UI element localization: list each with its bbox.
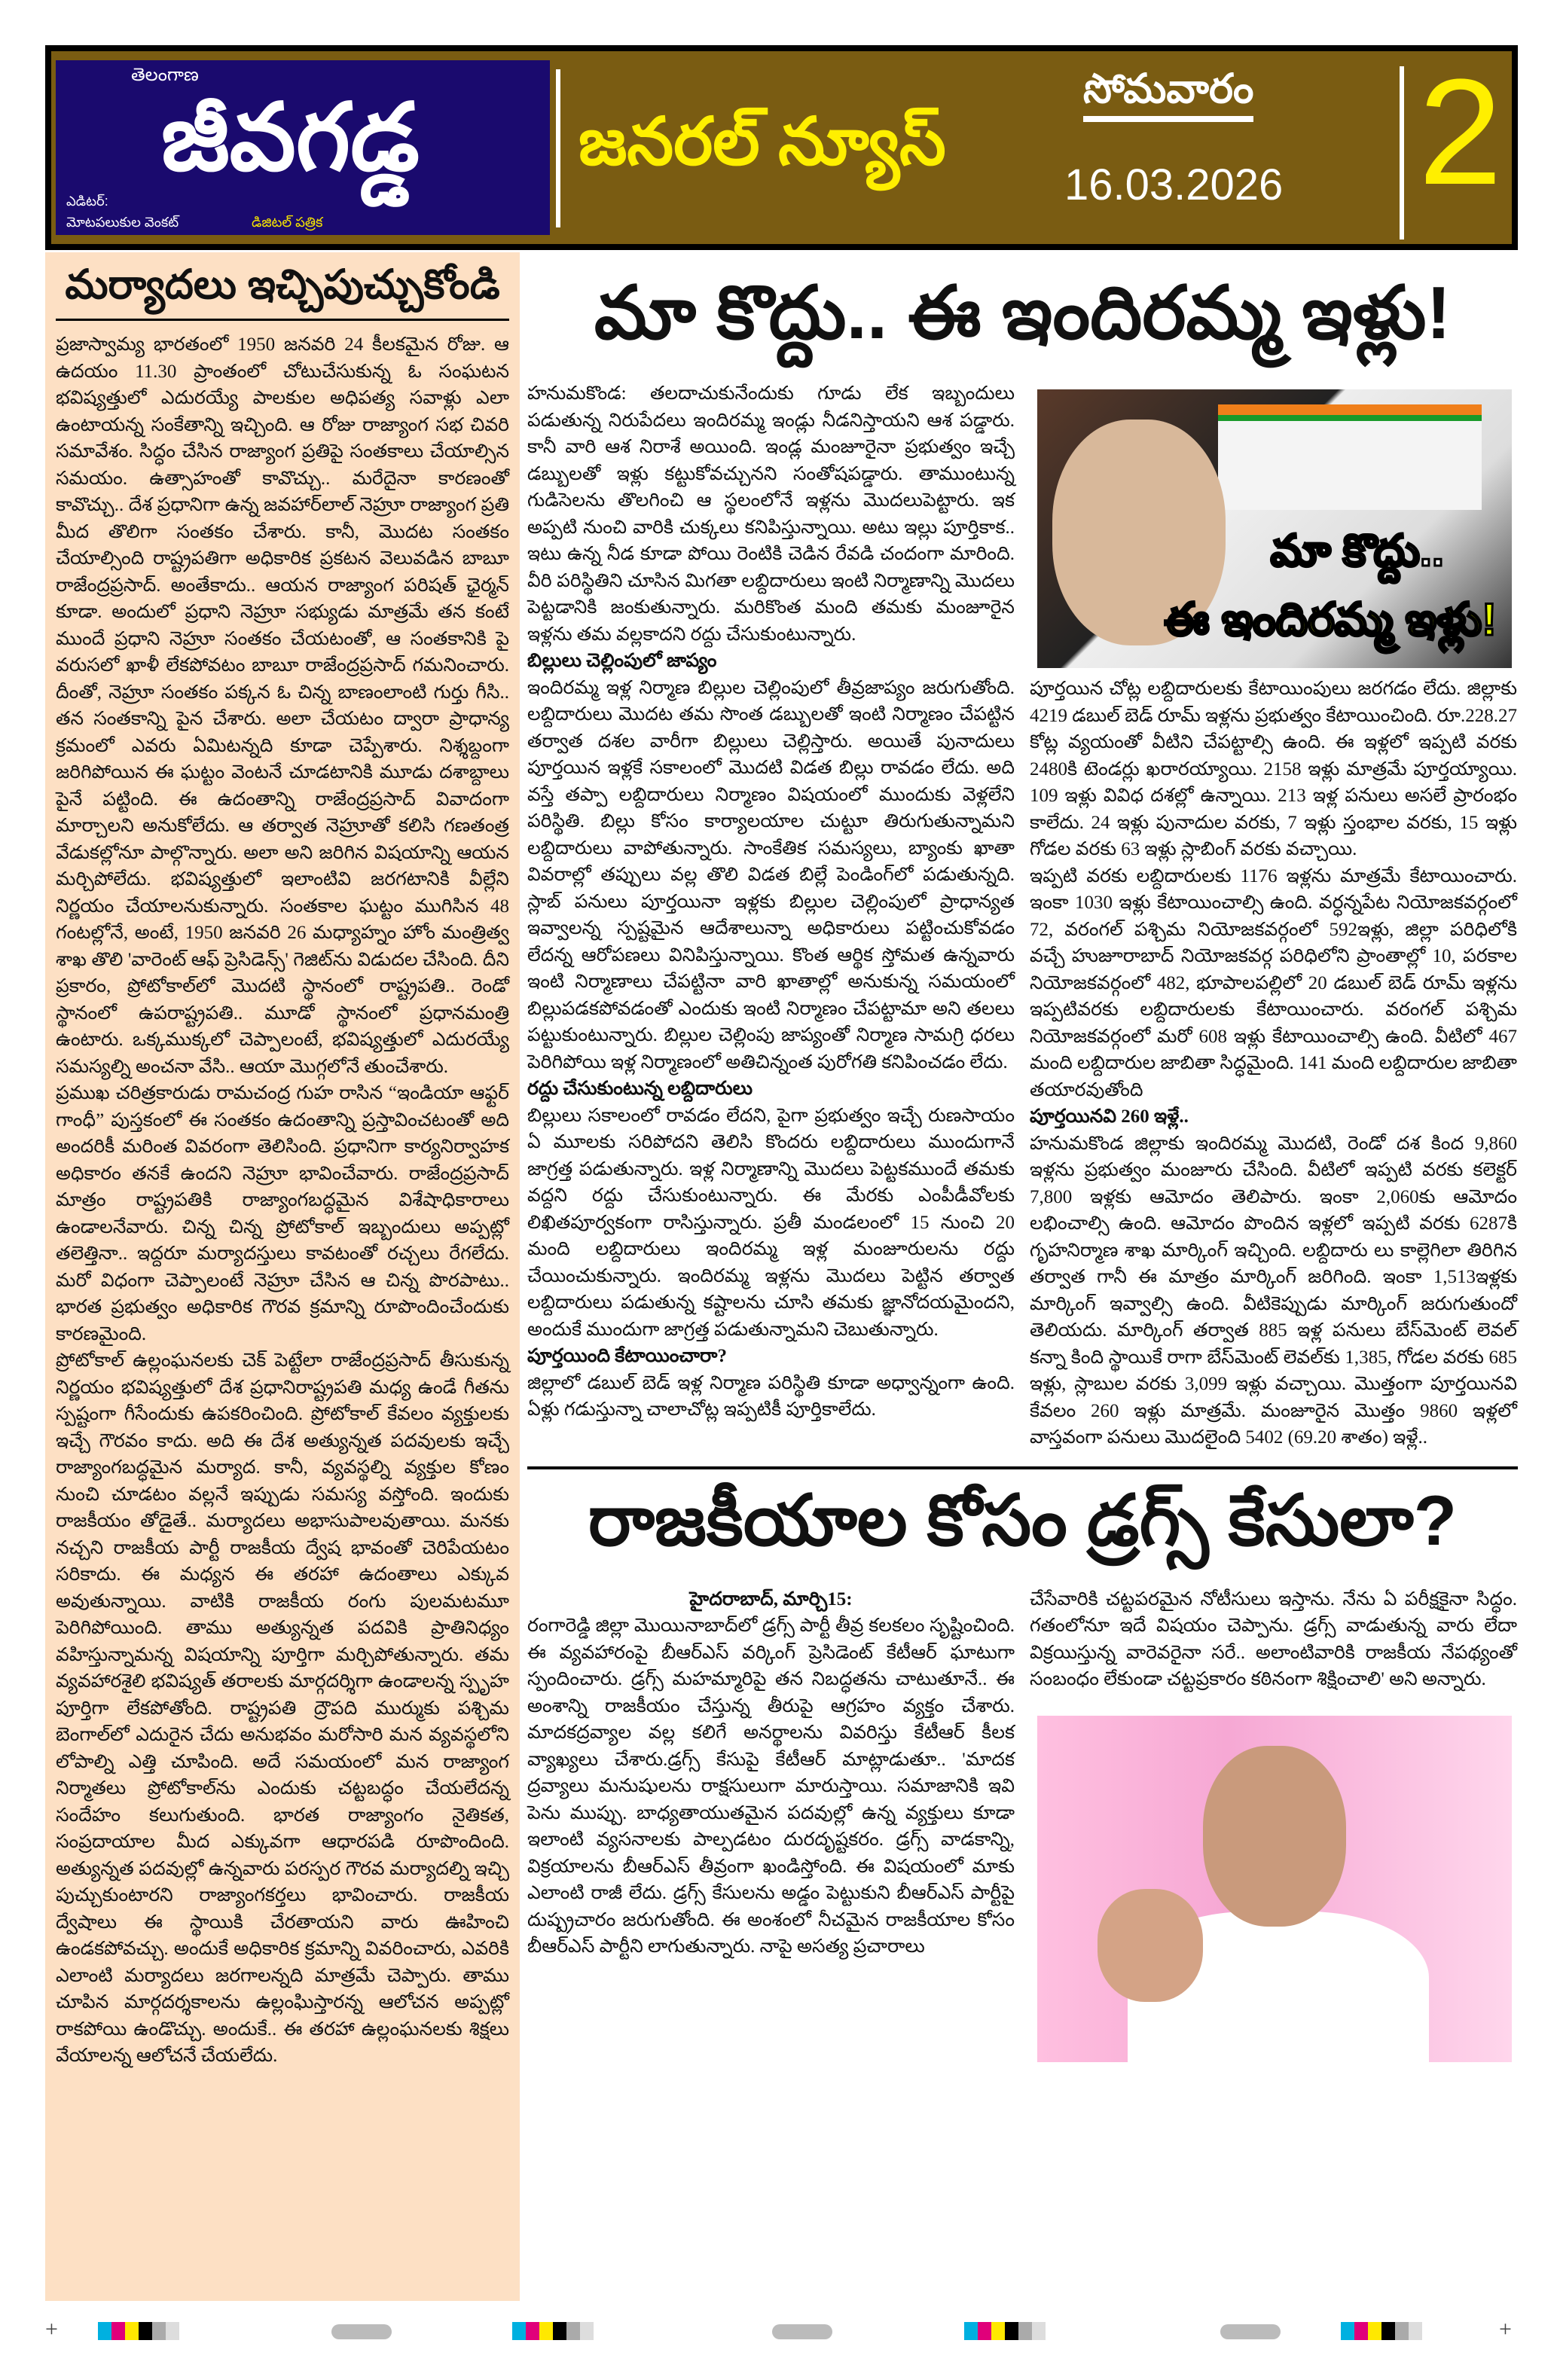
paragraph: ఇప్పటి వరకు లబ్దిదారులకు 1176 ఇళ్లను మాత్రమే కేటాయించారు. ఇంకా 1030 ఇళ్లు కేటాయించాల్సి ఉంది. వర్ధన్నపేట నియోజకవర్గంలో 72, వరంగల్ పశ్చిమ నియోజకవర్గంలో 592ఇళ్లు, జిల్లా పరిధిలోకి వచ్చే హుజూరాబాద్ నియోజకవర్గ పరిధిలోని ప్రాంతాల్లో 10, పరకాల నియోజకవర్గంలో 482, భూపాలపల్లిలో 20 డబుల్ బెడ్ రూమ్ ఇళ్లను ఇప్పటివరకు లబ్దిదారులకు కేటాయించారు. వరంగల్ పశ్చిమ నియోజకవర్గంలో మరో 608 ఇళ్లు కేటాయించాల్సి ఉంది. వీటిలో 467 మంది లబ్దిదారుల జాబితా సిద్ధమైంది. 141 మంది లబ్దిదారుల జాబితా తయారవుతోంది (1030, 865, 1517, 1100)
paragraph: రంగారెడ్డి జిల్లా మొయినాబాద్‌లో డ్రగ్స్ పార్టీ తీవ్ర కలకలం సృష్టించింది. ఈ వ్యవహారంపై బీఆర్ఎస్ వర్కింగ్ ప్రెసిడెంట్ కేటీఆర్ ఘాటుగా స్పందించారు. డ్రగ్స్ మహమ్మారిపై తన నిబద్ధతను చాటుతూనే.. ఈ అంశాన్ని రాజకీయం చేస్తున్న తీరుపై ఆగ్రహం వ్యక్తం చేశారు. మాదకద్రవ్యాల వల్ల కలిగే అనర్థాలను వివరిస్తు కేటీఆర్ కీలక వ్యాఖ్యలు చేశారు.డ్రగ్స్ కేసుపై కేటీఆర్ మాట్లాడుతూ.. 'మాదక ద్రవ్యాలు మనుషులను రాక్షసులుగా మారుస్తాయి. సమాజానికి ఇవి పెను ముప్పు. బాధ్యతాయుతమైన పదవుల్లో ఉన్న వ్యక్తులు కూడా ఇలాంటి వ్యసనాలకు పాల్పడటం దురదృష్టకరం. డ్రగ్స్ వాడకాన్ని, విక్రయాలను బీఆర్ఎస్ తీవ్రంగా ఖండిస్తోంది. ఈ విషయంలో మాకు ఎలాంటి రాజీ లేదు. డ్రగ్స్ కేసులను అడ్డం పెట్టుకుని బీఆర్ఎస్ పార్టీపై దుష్ప్రచారం జరుగుతోంది. ఈ అంశంలో నీచమైన రాజకీయాల కోసం బీఆర్ఎస్ పార్టీని లాగుతున్నారు. నాపై అసత్య ప్రచారాలు (527, 1616, 1015, 1957)
paragraph: హనుమకొండ: తలదాచుకునేందుకు గూడు లేక ఇబ్బందులు పడుతున్న నిరుపేదలు ఇందిరమ్మ ఇండ్లు నీడనిస్తాయని ఆశ పడ్డారు. కానీ వారి ఆశ నిరాశే అయింది. ఇండ్ల మంజూరైనా ప్రభుత్వం ఇచ్చే డబ్బులతో ఇళ్లు కట్టుకోవచ్చునని సంతోషపడ్డారు. తాముంటున్న గుడిసెలను తొలగించి ఆ స్థలంలోనే ఇళ్లను మొదలుపెట్టారు. ఇక అప్పటి నుంచి వారికి చుక్కలు కనిపిస్తున్నాయి. అటు ఇల్లు పూర్తికాక.. ఇటు ఉన్న నీడ కూడా పోయి రెంటికి చెడిన రేవడి చందంగా మారింది. వీరి పరిస్థితిని చూసిన మిగతా లబ్దిదారులు ఇంటి నిర్మాణాన్ని మొదలు పెట్టడానికి జంకుతున్నారు. మరికొంత మంది తమకు మంజూరైన ఇళ్లను తమ వల్లకాదని రద్దు చేసుకుంటున్నారు. (527, 383, 1015, 645)
headline-drugs: రాజకీయాల కోసం డ్రగ్స్ కేసులా? (527, 1466, 1518, 1564)
subheading: రద్దు చేసుకుంటున్న లబ్దిదారులు (527, 1079, 753, 1099)
page-number: 2 (1418, 48, 1503, 216)
paragraph: పూర్తయిన చోట్ల లబ్దిదారులకు కేటాయింపులు జరగడం లేదు. జిల్లాకు 4219 డబుల్ బెడ్ రూమ్ ఇళ్లను ప్రభుత్వం కేటాయించింది. రూ.228.27 కోట్ల వ్యయంతో వీటిని చేపట్టాల్సి ఉంది. ఈ ఇళ్లలో ఇప్పటి వరకు 2480కి టెండర్లు ఖరారయ్యాయి. 2158 ఇళ్లు మాత్రమే పూర్తయ్యాయి. 109 ఇళ్లు వివిధ దశల్లో ఉన్నాయి. 213 ఇళ్ల పనులు అసలే ప్రారంభం కాలేదు. 24 ఇళ్లు పునాదుల వరకు, 7 ఇళ్లు స్తంభాల వరకు, 15 ఇళ్లు గోడల వరకు 63 ఇళ్లు స్లాబింగ్ వరకు వచ్చాయి. (1030, 679, 1517, 859)
section-title: జనరల్ న్యూస్ (579, 104, 946, 178)
divider (1400, 66, 1404, 240)
story2-column-2 (1030, 1586, 1517, 1693)
registration-mark-icon: + (1499, 2317, 1512, 2342)
logo-state: తెలంగాణ (131, 65, 199, 85)
editor-name: మోటపలుకుల వెంకట్ (66, 215, 179, 230)
paragraph: ప్రముఖ చరిత్రకారుడు రామచంద్ర గుహ రాసిన “ఇండియా ఆఫ్టర్ గాంధీ” పుస్తకంలో ఈ సంతకం ఉదంతాన్ని ప్రస్తావించటంతో అది అందరికీ మరింత వివరంగా తెలిసింది. ప్రధానిగా కార్యనిర్వాహక అధికారం తనకే ఉందని నెహ్రూ భావించేవారు. రాజేంద్రప్రసాద్ మాత్రం రాష్ట్రపతికి రాజ్యాంగబద్ధమైన విశేషాధికారాలు ఉండాలనేవారు. చిన్న చిన్న ప్రోటోకాల్ ఇబ్బందులు అప్పట్లో తలెత్తినా.. ఇద్దరూ మర్యాదస్తులు కావటంతో రచ్చలు రేగలేదు. మరో విధంగా చెప్పాలంటే నెహ్రూ చేసిన ఆ చిన్న పొరపాటు.. భారత ప్రభుత్వం అధికారిక గౌరవ క్రమాన్ని రూపొందించేందుకు కారణమైంది. (56, 1083, 509, 1344)
dateline: హైదరాబాద్, మార్చి15: (689, 1588, 853, 1610)
day-label: సోమవారం (1083, 65, 1253, 122)
divider (556, 69, 560, 227)
paragraph: ప్రజాస్వామ్య భారతంలో 1950 జనవరి 24 కీలకమైన రోజు. ఆ ఉదయం 11.30 ప్రాంతంలో చోటుచేసుకున్న ఓ సంఘటన భవిష్యత్తులో ఎదురయ్యే పాలకుల అధిపత్య సవాళ్లు ఎలా ఉంటాయన్న సంకేతాన్ని ఇచ్చింది. ఆ రోజు రాజ్యాంగ సభ చివరి సమావేశం. సిద్ధం చేసిన రాజ్యాంగ ప్రతిపై సంతకాలు చేయాల్సిన సమయం. ఉత్సాహంతో కావొచ్చు.. మరేదైనా కారణంతో కావొచ్చు.. దేశ ప్రధానిగా ఉన్న జవహార్‌లాల్ నెహ్రూ రాజ్యాంగ ప్రతి మీద తొలిగా సంతకం చేశారు. కానీ, మొదట సంతకం చేయాల్సింది రాష్ట్రపతిగా అధికారిక ప్రకటన వెలువడిన బాబూ రాజేంద్రప్రసాద్. అంతేకాదు.. ఆయన రాజ్యాంగ పరిషత్ ఛైర్మన్ కూడా. అందులో ప్రధాని నెహ్రూ సభ్యుడు మాత్రమే తన కంటే ముందే ప్రధాని నెహ్రూ సంతకం చేయటంతో, ఆ సంతకానికి పై వరుసలో ఖాళీ లేకపోవటం బాబూ రాజేంద్రప్రసాద్ గమనించారు. దీంతో, నెహ్రూ సంతకం పక్కన ఓ చిన్న బాణంలాంటి గుర్తు గీసి.. తన సంతకాన్ని పైన చేశారు. అలా చేయటం ద్వారా ప్రాధాన్య క్రమంలో ఎవరు ఏమిటన్నది కూడా చెప్పేశారు. నిశ్శబ్దంగా జరిగిపోయిన ఈ ఘట్టం వెంటనే చూడటానికి మూడు దశాబ్దాలు పైనే పట్టింది. ఈ ఉదంతాన్ని రాజేంద్రప్రసాద్ వివాదంగా మార్చాలని అనుకోలేదు. ఆ తర్వాత నెహ్రూతో కలిసి గణతంత్ర వేడుకల్లోనూ పాల్గొన్నారు. అలా అని జరిగిన విషయాన్ని ఆయన మర్చిపోలేదు. భవిష్యత్తులో ఇలాంటివి జరగటానికి వీల్లేని నిర్ణయం చేయాలనుకున్నారు. సంతకాల ఘట్టం ముగిసిన 48 గంటల్లోనే, అంటే, 1950 జనవరి 26 మధ్యాహ్నం హోం మంత్రిత్వ శాఖ తొలి 'వారెంట్ ఆఫ్ ప్రెసిడెన్స్' గెజిట్‌ను విడుదల చేసింది. దీని ప్రకారం, ప్రోటోకాల్‌లో మొదటి స్థానంలో రాష్ట్రపతి.. రెండో స్థానంలో ఉపరాష్ట్రపతి.. మూడో స్థానంలో ప్రధానమంత్రి ఉంటారు. ఒక్కముక్కలో చెప్పాలంటే, భవిష్యత్తులో ఎదురయ్యే సమస్యల్ని అంచనా వేసి.. ఆయా మొగ్గలోనే తుంచేశారు. (56, 334, 509, 1077)
color-bar (1341, 2322, 1422, 2340)
newspaper-logo (56, 60, 550, 235)
subheading: పూర్తయినవి 260 ఇళ్లే.. (1030, 1106, 1189, 1127)
headline-indiramma: మా కొద్దు.. ఈ ఇందిరమ్మ ఇళ్లు! (594, 271, 1452, 354)
story1-column-2 (1030, 676, 1517, 1451)
registration-pill (1220, 2324, 1281, 2339)
registration-pill (331, 2324, 392, 2339)
image-caption-line1: మా కొద్దు.. (1270, 526, 1444, 575)
registration-pill (772, 2324, 832, 2339)
color-bar (964, 2322, 1046, 2340)
house-illustration (1218, 404, 1482, 510)
paragraph: ఇందిరమ్మ ఇళ్ల నిర్మాణ బిల్లుల చెల్లింపులో తీవ్రజాప్యం జరుగుతోంది. లబ్దిదారులు మొదట తమ సొంత డబ్బులతో ఇంటి నిర్మాణం చేపట్టిన తర్వాత దశల వారీగా బిల్లులు చెల్లిస్తారు. అయితే పునాదులు పూర్తయిన ఇళ్లకే సకాలంలో మొదటి విడత బిల్లు రావడం లేదు. అది వస్తే తప్పా లబ్దిదారులు నిర్మాణం విషయంలో ముందుకు వెళ్లలేని పరిస్థితి. బిల్లు కోసం కార్యాలయాల చుట్టూ తిరుగుతున్నామని లబ్దిదారులు వాపోతున్నారు. సాంకేతిక సమస్యలు, బ్యాంకు ఖాతా వివరాల్లో తప్పులు వల్ల తొలి విడత బిల్లే పెండింగ్‌లో పడుతున్నది. స్లాబ్ పనులు పూర్తయినా ఇళ్లకు బిల్లుల చెల్లింపులో ప్రాధాన్యత ఇవ్వాలన్న స్పష్టమైన ఆదేశాలున్నా అధికారులు పట్టించుకోవడం లేదన్న ఆరోపణలు వినిపిస్తున్నాయి. కొంత ఆర్థిక స్తోమత ఉన్నవారు ఇంటి నిర్మాణాలు చేపట్టినా వారి ఖాతాల్లో అనుకున్న సమయంలో బిల్లుపడకపోవడంతో ఎందుకు ఇంటి నిర్మాణం చేపట్టామా అని తలలు పట్టుకుంటున్నారు. బిల్లుల చెల్లింపు జాప్యంతో నిర్మాణ సామగ్రి ధరలు పెరిగిపోయి ఇళ్ల నిర్మాణంలో అతిచిన్నంత పురోగతి కనిపించడం లేదు. (527, 677, 1015, 1073)
paragraph: చేసేవారికి చట్టపరమైన నోటీసులు ఇస్తాను. నేను ఏ పరీక్షకైనా సిద్ధం. గతంలోనూ ఇదే విషయం చెప్పాను. డ్రగ్స్ వాడుతున్న వారు లేదా విక్రయిస్తున్న వారెవరైనా సరే.. అలాంటివారికి రాజకీయ నేపథ్యంతో సంబంధం లేకుండా చట్టప్రకారం కఠినంగా శిక్షించాలి' అని అన్నారు. (1030, 1588, 1517, 1689)
image-caption-line2: ఈ ఇందిరమ్మ ఇళ్లు! (1164, 594, 1497, 645)
digital-edition-label: డిజిటల్ పత్రిక (252, 215, 323, 230)
color-bar (512, 2322, 594, 2340)
masthead (45, 45, 1518, 250)
paragraph: జిల్లాలో డబుల్ బెడ్ ఇళ్ల నిర్మాణ పరిస్థితి కూడా అధ్వాన్నంగా ఉంది. ఏళ్లు గడుస్తున్నా చాలాచోట్ల ఇప్పటికీ పూర్తికాలేదు. (527, 1372, 1015, 1420)
logo-name: జీవగడ్డ (161, 86, 420, 190)
head-shape (1203, 1746, 1346, 1927)
editorial-title: మర్యాదలు ఇచ్చిపుచ్చుకోండి (56, 260, 509, 321)
editor-label: ఎడిటర్: (66, 194, 108, 209)
subheading: పూర్తయింది కేటాయించారా? (527, 1346, 727, 1366)
hand-shape (1098, 1889, 1203, 2002)
paragraph: ప్రోటోకాల్ ఉల్లంఘనలకు చెక్ పెట్టేలా రాజేంద్రప్రసాద్ తీసుకున్న నిర్ణయం భవిష్యత్తులో దేశ ప్రధానిరాష్ట్రపతి మధ్య ఉండే గీతను స్పష్టంగా గీసేందుకు ఉపకరించింది. ప్రోటోకాల్ కేవలం వ్యక్తులకు ఇచ్చే గౌరవం కాదు. అది ఈ దేశ అత్యున్నత పదవులకు ఇచ్చే రాజ్యాంగబద్ధమైన మర్యాద. కానీ, వ్యవస్థల్ని వ్యక్తుల కోణం నుంచి చూడటం వల్లనే ఇప్పుడు సమస్య వస్తోంది. ఇందుకు రాజకీయం తోడైతే.. మర్యాదలు అభాసుపాలవుతాయి. మనకు నచ్చని రాజకీయ పార్టీ రాజకీయ ద్వేష భావంతో చెరిపేయటం సరికాదు. ఈ మధ్యన ఈ తరహా ఉదంతాలు ఎక్కువ అవుతున్నాయి. వాటికి రాజకీయ రంగు పులమటమూ పెరిగిపోయింది. తాము అత్యున్నత పదవికి ప్రాతినిధ్యం వహిస్తున్నామన్న విషయాన్ని పూర్తిగా మర్చిపోతున్నారు. తమ వ్యవహారశైలి భవిష్యత్ తరాలకు మార్గదర్శిగా ఉండాలన్న స్పృహ పూర్తిగా లేకపోతోంది. రాష్ట్రపతి ద్రౌపది ముర్ముకు పశ్చిమ బెంగాల్‌లో ఎదురైన చేదు అనుభవం మరోసారి మన వ్యవస్థలోని లోపాల్ని ఎత్తి చూపింది. అదే సమయంలో మన రాజ్యాంగ నిర్మాతలు ప్రోటోకాల్‌ను ఎందుకు చట్టబద్ధం చేయలేదన్న సందేహం కలుగుతుంది. భారత రాజ్యాంగం నైతికత, సంప్రదాయాల మీద ఎక్కువగా ఆధారపడి రూపొందింది. అత్యున్నత పదవుల్లో ఉన్నవారు పరస్పర గౌరవ మర్యాదల్ని ఇచ్చి పుచ్చుకుంటారని రాజ్యాంగకర్తలు భావించారు. రాజకీయ ద్వేషాలు ఈ స్థాయికి చేరతాయని వారు ఊహించి ఉండకపోవచ్చు. అందుకే అధికారిక క్రమాన్ని వివరించారు, ఎవరికి ఎలాంటి మర్యాదలు జరగాలన్నది మాత్రమే చెప్పారు. తాము చూపిన మార్గదర్శకాలను ఉల్లంఘిస్తారన్న ఆలోచన అప్పట్లో రాకపోయి ఉండొచ్చు. అందుకే.. ఈ తరహా ఉల్లంఘనలకు శిక్షలు వేయాలన్న ఆలోచనే చేయలేదు. (56, 1350, 509, 2066)
paragraph: హనుమకొండ జిల్లాకు ఇందిరమ్మ మొదటి, రెండో దశ కింద 9,860 ఇళ్లను ప్రభుత్వం మంజూరు చేసింది. వీటిలో ఇప్పటి వరకు కలెక్టర్ 7,800 ఇళ్లకు ఆమోదం తెలిపారు. ఇంకా 2,060కు ఆమోదం లభించాల్సి ఉంది. ఆమోదం పొందిన ఇళ్లలో ఇప్పటి వరకు 6287కి గృహనిర్మాణ శాఖ మార్కింగ్ ఇచ్చింది. లబ్దిదారు లు కాల్లెగిలా తిరిగిన తర్వాత గానీ ఈ మాత్రం మార్కింగ్ జరిగింది. ఇంకా 1,513ఇళ్లకు మార్కింగ్ ఇవ్వాల్సి ఉంది. వీటికెప్పుడు మార్కింగ్ జరుగుతుందో తెలియదు. మార్కింగ్ తర్వాత 885 ఇళ్ల పనులు బేస్‌మెంట్ లెవల్ కన్నా కింది స్థాయికే రాగా బేస్‌మెంట్ లెవల్‌కు 1,385, గోడల వరకు 685 ఇళ్లు, స్లాబుల వరకు 3,099 ఇళ్లు వచ్చాయి. మొత్తంగా పూర్తయినవి కేవలం 260 ఇళ్లు మాత్రమే. మంజూరైన మొత్తం 9860 ఇళ్లలో వాస్తవంగా పనులు మొదలైంది 5402 (69.20 శాతం) ఇళ్లే.. (1030, 1133, 1517, 1448)
color-bar (98, 2322, 179, 2340)
indiramma-illustration (1037, 389, 1512, 668)
editorial-column (45, 252, 520, 2301)
print-marks (45, 2313, 1518, 2358)
story2-column-1 (527, 1586, 1015, 1960)
subheading: బిల్లులు చెల్లింపులో జాప్యం (527, 651, 717, 671)
story1-column-1 (527, 380, 1015, 1423)
date-label: 16.03.2026 (1064, 160, 1284, 209)
paragraph: బిల్లులు సకాలంలో రావడం లేదని, పైగా ప్రభుత్వం ఇచ్చే రుణసాయం ఏ మూలకు సరిపోదని తెలిసి కొందరు లబ్దిదారులు ముందుగానే జాగ్రత్త పడుతున్నారు. ఇళ్ల నిర్మాణాన్ని మొదలు పెట్టకముందే తమకు వద్దని రద్దు చేసుకుంటున్నారు. ఈ మేరకు ఎంపీడీవోలకు లిఖితపూర్వకంగా రాసిస్తున్నారు. ప్రతీ మండలంలో 15 నుంచి 20 మంది లబ్దిదారులు ఇందిరమ్మ ఇళ్ల మంజూరులను రద్దు చేయించుకున్నారు. ఇందిరమ్మ ఇళ్లను మొదలు పెట్టిన తర్వాత లబ్దిదారులు పడుతున్న కష్టాలను చూసి తమకు జ్ఞానోదయమైందని, అందుకే ముందుగా జాగ్రత్త పడుతున్నామని చెబుతున్నారు. (527, 1105, 1015, 1340)
registration-mark-icon: + (45, 2317, 58, 2342)
ktr-photo (1037, 1716, 1512, 2062)
